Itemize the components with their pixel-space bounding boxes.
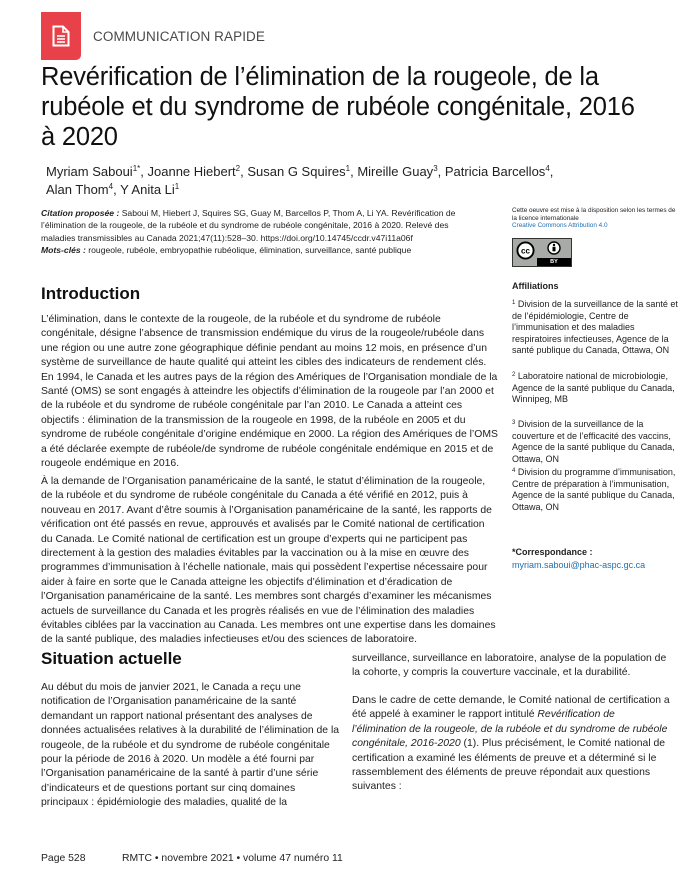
page-number: Page 528 — [41, 853, 86, 864]
article-title: Revérification de l’élimination de la rougeole, de la rubéole et du syndrome de rubéole congénitale, 2016 à 2020 — [41, 63, 635, 151]
author: Y Anita Li — [120, 182, 175, 197]
author: Alan Thom — [46, 182, 109, 197]
author: Myriam Saboui — [46, 164, 133, 179]
affiliations-heading: Affiliations — [512, 281, 559, 291]
introduction-paragraph: L’élimination, dans le contexte de la rougeole, de la rubéole et du syndrome de rubéole congénitale, désigne l’absence de transmission endémique du virus de la rougeole/rubéole dans une région ou une autre zone géographique définie pendant au moins 12 mois, en présence d’un système de surveillance de haute qualité qui atteint les cibles des indicateurs de rendement clés. En 1994, le Canada et les autres pays de la région des Amériques de l’Organisation mondiale de la Santé (OMS) se sont engagés à atteindre les objectifs d’élimination de la rougeole par l’an 2000 et de la rubéole et du syndrome de rubéole congénitale par l’an 2010. Le Canada a atteint ces objectifs : élimination de la transmission de la rougeole en 1998, de la rubéole en 2005 et du syndrome de rubéole congénitale d’origine endémique en 2000. La région des Amériques de l’OMS a été déclarée exempte de rubéole/de syndrome de rubéole congénitale endémique en 2015 et de rougeole endémique en 2016. — [41, 314, 498, 470]
author: Susan G Squires — [247, 164, 346, 179]
body-paragraph: Dans le cadre de cette demande, le Comité national de certification a été appelé à examiner le rapport intitulé Revérification de l’élimination de la rougeole, de la rubéole et du syndrome de rubéole congénitale, 2016-2020 (1). Plus précisément, le Comité national de certification a examiné les éléments de preuve et a déterminé si le rassemblement des éléments de preuve répondait aux questions suivantes : — [352, 695, 670, 793]
suggested-citation — [41, 207, 481, 244]
report-title: Revérification de l’élimination de la rougeole, de la rubéole et du syndrome de rubéole congénitale, 2016-2020 — [352, 709, 668, 750]
author: Patricia Barcellos — [444, 164, 546, 179]
author: Mireille Guay — [357, 164, 434, 179]
svg-text:cc: cc — [521, 246, 530, 256]
author-list: Myriam Saboui$^{1*}$, Joanne Hiebert$^2$, Susan G Squires$^1$, Mireille Guay$^3$, Patricia Barcellos$^4$, Alan Thom$^4$, Y Anita Li$^1$ — [46, 164, 554, 197]
article-type-badge — [41, 12, 81, 60]
attribution-person-icon — [547, 241, 561, 255]
citation-text: Saboui M, Hiebert J, Squires SG, Guay M, Barcellos P, Thom A, Li YA. Revérification de l’élimination de la rougeole, de la rubéole et du syndrome de rubéole congénitale, 2016 à 2020. Relevé des maladies transmissibles au Canada 2021;47(11):528–30. https://doi.org/10.14745/ccdr.v47i11a06f — [41, 208, 456, 243]
author: Joanne Hiebert — [147, 164, 236, 179]
citation-block — [41, 207, 481, 257]
section-label: COMMUNICATION RAPIDE — [93, 29, 266, 44]
body-paragraph: Au début du mois de janvier 2021, le Canada a reçu une notification de l’Organisation panaméricaine de la santé demandant un rapport national présentant des analyses de données actualisées relatives à la durabilité de l’élimination de la rougeole, de la rubéole et du syndrome de rubéole congénitale pour la période de 2016 à 2020. Un modèle a été fourni par l’Organisation panaméricaine de la santé à partir d’une série d’indicateurs et de questions portant sur cinq domaines principaux : épidémiologie des maladies, qualité de la — [41, 682, 340, 809]
keywords-text: rougeole, rubéole, embryopathie rubéolique, élimination, surveillance, santé publique — [85, 245, 412, 256]
introduction-paragraph: À la demande de l’Organisation panaméricaine de la santé, le statut d’élimination de la rougeole, de la rubéole et du syndrome de rubéole congénitale du Canada a été vérifié en 2012, puis à nouveau en 2017. Avant d’être soumis à l’Organisation panaméricaine de la santé, les rapports de vérification ont été passés en revue, approuvés et avalisés par le Comité national de certification du Canada. Le Comité national de certification est un groupe d’experts qui ne participent pas directement à la gestion des maladies évitables par la vaccination ou à la mise en œuvre des programmes d’immunisation à l’échelle nationale, mais qui possèdent l’expertise nécessaire pour aider à faire en sorte que le Canada atteigne les objectifs d’élimination et d’éradication de l’Organisation panaméricaine de la santé. Les membres sont chargés d’examiner les mécanismes actuels de surveillance du Canada et les progrès réalisés en vue de l’élimination des maladies évitables ciblées par la vaccination au Canada. Les membres ont une expertise dans les domaines de la santé publique, des maladies infectieuses et/ou des sciences de laboratoire. — [41, 476, 496, 646]
body-paragraph-continued: surveillance, surveillance en laboratoire, analyse de la population de la cohorte, y compris la couverture vaccinale, et la durabilité. — [352, 653, 667, 679]
cc-icon — [516, 241, 535, 260]
affiliation-item: $^2$ Laboratoire national de microbiologie, Agence de la santé publique du Canada, Winnipeg, MB — [512, 371, 675, 405]
keywords-label: Mots-clés : — [41, 245, 86, 256]
introduction-heading: Introduction — [41, 284, 141, 303]
by-label: BY — [537, 258, 571, 266]
correspondence-email-link[interactable]: myriam.saboui@phac-aspc.gc.ca — [512, 560, 646, 570]
journal-issue: RMTC • novembre 2021 • volume 47 numéro 11 — [122, 853, 343, 864]
affiliation-item: $^4$ Division du programme d’immunisation, Centre de préparation à l’immunisation, Agence de la santé publique du Canada, Ottawa, ON — [512, 467, 676, 512]
affiliation-item: $^3$ Division de la surveillance de la couverture et de l’efficacité des vaccins, Agence de la santé publique du Canada, Ottawa, ON — [512, 419, 675, 464]
current-situation-heading: Situation actuelle — [41, 649, 182, 668]
document-icon — [52, 25, 70, 47]
cc-by-logo[interactable] — [512, 238, 572, 267]
correspondence-label: *Correspondance : — [512, 547, 593, 557]
keywords — [41, 244, 481, 256]
license-link[interactable]: Creative Commons Attribution 4.0 — [512, 222, 608, 230]
citation-label: Citation proposée : — [41, 208, 120, 218]
license-notice: Cette oeuvre est mise à la disposition selon les termes de la licence internationale Creative Commons Attribution 4.0 — [512, 207, 682, 230]
affiliation-item: $^1$ Division de la surveillance de la santé et de l’épidémiologie, Centre de l’immunisation et des maladies respiratoires infectieuses, Agence de la santé publique du Canada, Ottawa, ON — [512, 299, 678, 356]
